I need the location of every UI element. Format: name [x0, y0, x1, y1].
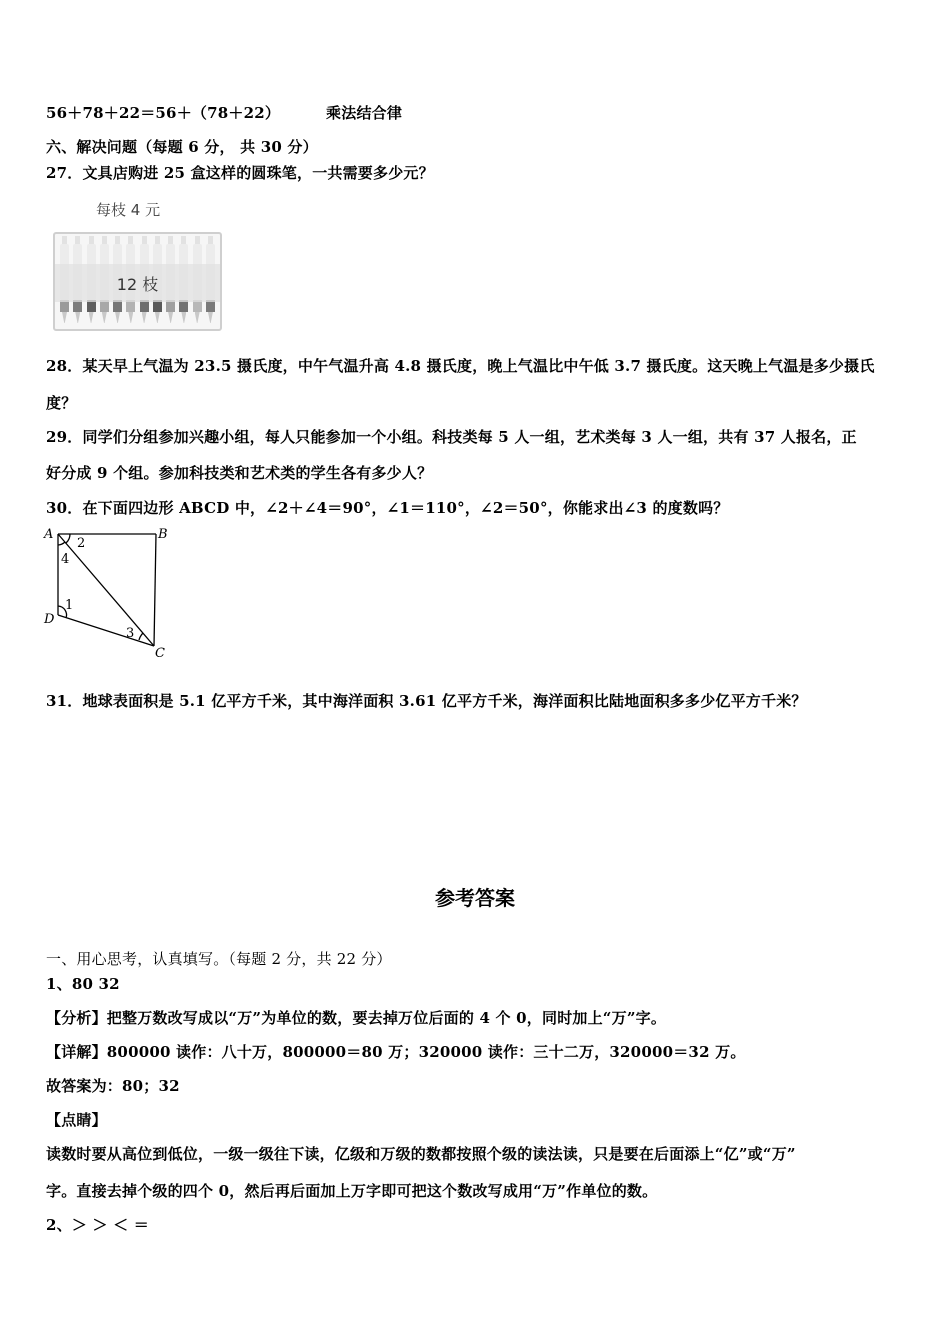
commutative-example-line	[46, 102, 402, 123]
answers-section-1-heading: 一、用心思考，认真填写。（每题 2 分，共 22 分）	[46, 950, 392, 968]
equation-text: 56＋78＋22＝56＋（78＋22）	[46, 104, 281, 122]
answer-1-conclusion: 故答案为：80；32	[46, 1077, 180, 1095]
question-28-line-1: 28．某天早上气温为 23.5 摄氏度，中午气温升高 4.8 摄氏度，晚上气温比中午低 3.7 摄氏度。这天晚上气温是多少摄氏	[46, 357, 875, 375]
pen-count-label: 12 枝	[116, 275, 159, 294]
answer-1-comment-line-2: 字。直接去掉个级的四个 0，然后再后面加上万字即可把这个数改写成用“万”作单位的数。	[46, 1182, 658, 1200]
question-31: 31．地球表面积是 5.1 亿平方千米，其中海洋面积 3.61 亿平方千米，海洋面积比陆地面积多多少亿平方千米？	[46, 692, 807, 710]
vertex-d-label: D	[44, 612, 55, 627]
answer-2: 2、＞ ＞ ＜ ＝	[46, 1216, 149, 1234]
question-27: 27．文具店购进 25 盒这样的圆珠笔，一共需要多少元？	[46, 164, 434, 182]
angle-2-label: 2	[77, 536, 86, 551]
angle-4-label: 4	[61, 552, 70, 567]
answer-1: 1、80 32	[46, 975, 120, 993]
section-6-heading: 六、解决问题（每题 6 分， 共 30 分）	[46, 138, 318, 156]
law-label: 乘法结合律	[326, 104, 403, 122]
vertex-a-label: A	[44, 527, 54, 542]
pen-box	[53, 232, 222, 331]
vertex-c-label: C	[155, 646, 165, 661]
question-28-line-2: 度？	[46, 394, 77, 412]
quadrilateral-abcd-figure	[40, 522, 180, 667]
answer-1-analysis: 【分析】把整万数改写成以“万”为单位的数，要去掉万位后面的 4 个 0，同时加上“万”字。	[46, 1009, 667, 1027]
question-30: 30．在下面四边形 ABCD 中，∠2＋∠4＝90°，∠1＝110°，∠2＝50°，你能求出∠3 的度数吗？	[46, 499, 729, 517]
answers-title: 参考答案	[435, 886, 515, 910]
angle-1-label: 1	[65, 598, 74, 613]
answer-1-comment-heading: 【点睛】	[46, 1111, 107, 1129]
pen-price-caption: 每枝 4 元	[96, 201, 161, 219]
angle-3-label: 3	[126, 626, 135, 641]
answer-1-detail: 【详解】800000 读作：八十万，800000＝80 万；320000 读作：三十二万，320000＝32 万。	[46, 1043, 746, 1061]
question-29-line-2: 好分成 9 个组。参加科技类和艺术类的学生各有多少人？	[46, 464, 433, 482]
answer-1-comment-line-1: 读数时要从高位到低位，一级一级往下读，亿级和万级的数都按照个级的读法读，只是要在后面添上“亿”或“万”	[46, 1145, 796, 1163]
question-29-line-1: 29．同学们分组参加兴趣小组，每人只能参加一个小组。科技类每 5 人一组，艺术类每 3 人一组，共有 37 人报名，正	[46, 428, 857, 446]
vertex-b-label: B	[158, 527, 168, 542]
